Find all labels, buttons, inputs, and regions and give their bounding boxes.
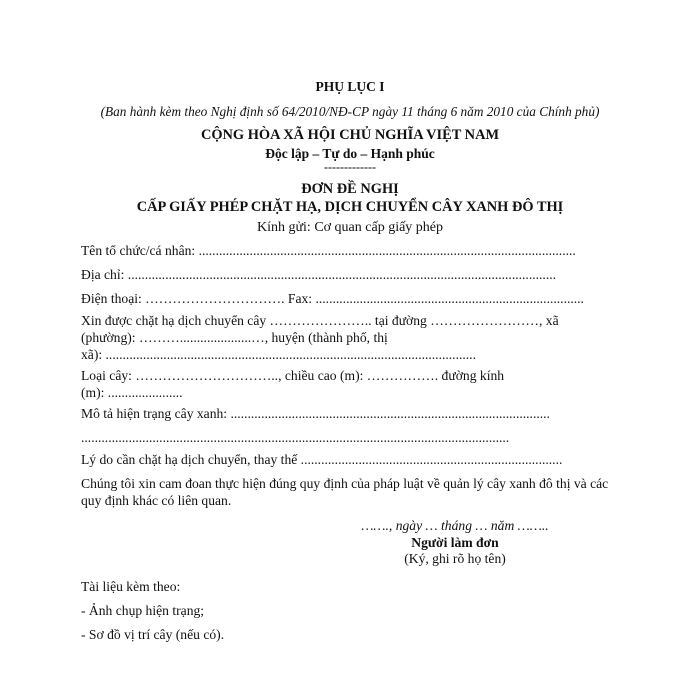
attachment-item: - Sơ đồ vị trí cây (nếu có).	[81, 627, 225, 642]
attachments-heading: Tài liệu kèm theo:	[81, 579, 181, 594]
motto: Độc lập – Tự do – Hạnh phúc	[265, 146, 435, 161]
form-title-line1: ĐƠN ĐỀ NGHỊ	[301, 181, 399, 197]
issued-note: (Ban hành kèm theo Nghị định số 64/2010/NĐ-CP ngày 11 tháng 6 năm 2010 của Chính phủ)	[100, 104, 600, 119]
request-line-3[interactable]: xã): .............................................................................................................	[81, 347, 476, 362]
tree-type-line-1[interactable]: Loại cây: ………………………….., chiều cao (m): ……………. đường kính	[81, 368, 505, 383]
tree-status-line-1[interactable]: Mô tả hiện trạng cây xanh: ..............................................................................................	[81, 406, 550, 421]
attachment-item: - Ảnh chụp hiện trạng;	[81, 603, 205, 618]
country-name: CỘNG HÒA XÃ HỘI CHỦ NGHĨA VIỆT NAM	[200, 127, 500, 143]
commitment-line-2: quy định khác có liên quan.	[81, 493, 232, 508]
form-title-line2: CẤP GIẤY PHÉP CHẶT HẠ, DỊCH CHUYỂN CÂY XANH ĐÔ THỊ	[136, 199, 564, 215]
request-line-2[interactable]: (phường): ……….....................…, huyện (thành phố, thị	[81, 330, 388, 345]
address-field[interactable]: Địa chỉ: ..............................................................................................................................	[81, 267, 557, 282]
appendix-title: PHỤ LỤC I	[315, 79, 385, 94]
commitment-line-1: Chúng tôi xin cam đoan thực hiện đúng quy định của pháp luật về quản lý cây xanh đô thị và các	[81, 476, 609, 491]
tree-type-line-2[interactable]: (m): ......................	[81, 385, 183, 400]
phone-fax-field[interactable]: Điện thoại: …………………………. Fax: ...............................................................................	[81, 291, 584, 306]
addressee: Kính gửi: Cơ quan cấp giấy phép	[256, 220, 444, 235]
date-line: ……., ngày … tháng … năm ……..	[361, 518, 549, 533]
request-line-1[interactable]: Xin được chặt hạ dịch chuyển cây ………………….. tại đường ……………………, xã	[81, 313, 559, 328]
org-name-field[interactable]: Tên tổ chức/cá nhân: ...............................................................................................................	[81, 243, 576, 258]
reason-field[interactable]: Lý do cần chặt hạ dịch chuyển, thay thế .............................................................................	[81, 452, 563, 467]
tree-status-line-2[interactable]: ..............................................................................................................................	[81, 430, 510, 445]
applicant-label: Người làm đơn	[411, 535, 499, 550]
sign-note: (Ký, ghi rõ họ tên)	[404, 551, 506, 566]
separator: -------------	[324, 160, 376, 174]
